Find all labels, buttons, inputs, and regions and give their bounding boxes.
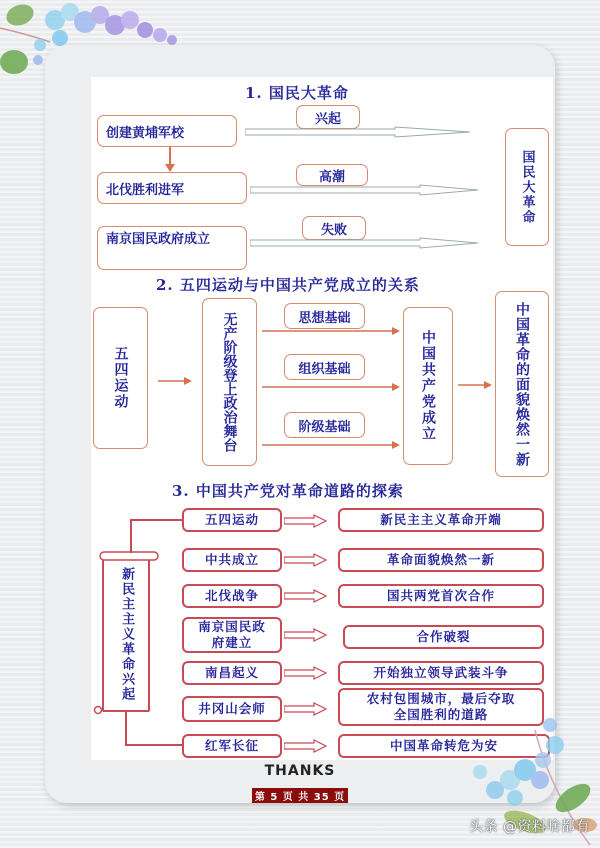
event-box-nanjing: [97, 226, 247, 270]
event-box: 中共成立: [182, 548, 282, 572]
proletariat-label: 无产阶级登上政治舞台: [221, 312, 238, 452]
result-box-national-revolution: [505, 128, 549, 246]
section2-title: 2. 五四运动与中国共产党成立的关系: [156, 276, 420, 294]
stage-label-failure: 失败: [302, 216, 366, 240]
page-indicator: 第 5 页 共 35 页: [252, 788, 348, 803]
down-arrowhead-icon: [165, 164, 175, 172]
result-label: 国民大革命: [519, 149, 535, 225]
event-box-huangpu: 创建黄埔军校: [97, 115, 237, 147]
may-fourth-label: 五四运动: [112, 346, 129, 410]
outcome-box: 革命面貌焕然一新: [338, 548, 544, 572]
event-box: 红军长征: [182, 734, 282, 758]
arrow-basis-2: [262, 382, 402, 392]
may-fourth-box: [93, 307, 148, 449]
event-box: 南昌起义: [182, 661, 282, 685]
outcome-box: 新民主主义革命开端: [338, 508, 544, 532]
outcome-box: 国共两党首次合作: [338, 584, 544, 608]
arrow-failure: [250, 237, 480, 249]
scroll-label: 新民主主义革命兴起: [119, 566, 135, 702]
hollow-arrow-icon: [284, 589, 328, 603]
scroll-curl-bottom-icon: [93, 705, 103, 715]
new-look-label: 中国革命的面貌焕然一新: [514, 301, 530, 467]
connector-top-vertical: [130, 519, 132, 553]
event-box: 五四运动: [182, 508, 282, 532]
connector-top-horizontal: [130, 519, 182, 521]
arrow-basis-1: [262, 326, 402, 336]
arrow-climax: [250, 184, 480, 196]
outcome-box-label: 农村包围城市，最后夺取全国胜利的道路: [366, 691, 516, 722]
hollow-arrow-icon: [284, 702, 328, 716]
outcome-box: 合作破裂: [343, 625, 544, 649]
connector-bottom-horizontal: [125, 744, 182, 746]
hollow-arrow-icon: [284, 666, 328, 680]
proletariat-box: [202, 298, 257, 466]
event-box: [182, 617, 282, 653]
section3-title: 3. 中国共产党对革命道路的探索: [172, 482, 404, 500]
hollow-arrow-icon: [284, 514, 328, 528]
arrow-party-to-result: [458, 380, 492, 390]
new-look-box: [495, 291, 549, 477]
arrow-rise: [245, 126, 475, 138]
basis-organization: 组织基础: [284, 354, 365, 380]
thanks-text: THANKS: [264, 763, 336, 779]
hollow-arrow-icon: [284, 553, 328, 567]
party-founding-label: 中国共产党成立: [420, 330, 436, 442]
scroll-curl-top-icon: [98, 551, 160, 561]
arrow-may4-to-proletariat: [158, 376, 192, 386]
event-box-nanjing-label: 南京国民政府成立: [106, 232, 211, 247]
hollow-arrow-icon: [284, 628, 328, 642]
party-founding-box: [403, 307, 453, 465]
event-box-label: 南京国民政府建立: [198, 619, 266, 650]
basis-ideology: 思想基础: [284, 303, 365, 329]
stage-label-climax: 高潮: [296, 164, 368, 186]
event-box: 北伐战争: [182, 584, 282, 608]
event-box-beifa: 北伐胜利进军: [97, 172, 247, 204]
hollow-arrow-icon: [284, 739, 328, 753]
basis-class: 阶级基础: [284, 412, 365, 438]
outcome-box: 中国革命转危为安: [338, 734, 550, 758]
outcome-box: 开始独立领导武装斗争: [338, 661, 544, 685]
watermark-text: 头条 @资料啥都有: [469, 819, 590, 835]
stage-label-rise: 兴起: [296, 105, 360, 129]
event-box: 井冈山会师: [182, 696, 282, 722]
arrow-basis-3: [262, 440, 402, 450]
scroll-new-democratic-revolution: [102, 556, 150, 712]
section1-title: 1. 国民大革命: [245, 84, 349, 102]
connector-bottom-vertical: [125, 712, 127, 745]
